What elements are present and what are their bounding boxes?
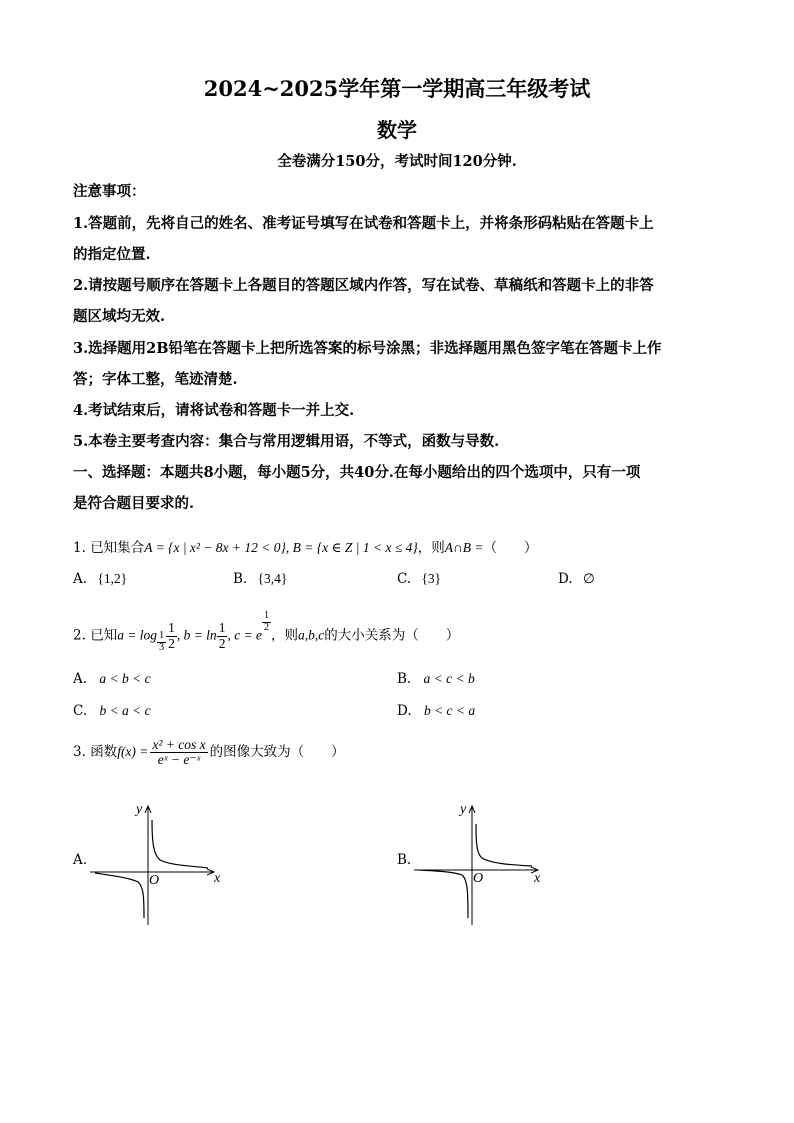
- question-3: [73, 738, 345, 767]
- q2-option-d-value: b < c < a: [423, 703, 476, 718]
- q1-set-b: , B = {x ∈ Z | 1 < x ≤ 4}: [285, 540, 418, 555]
- q3-graph-a-origin-label: O: [149, 873, 160, 888]
- question-2: [73, 611, 459, 653]
- section-heading-line1: 一、选择题：本题共8小题，每小题5分，共40分.在每小题给出的四个选项中，只有一项: [73, 464, 641, 481]
- q1-option-a[interactable]: [73, 571, 127, 587]
- q2-option-b-value: a < c < b: [423, 671, 475, 686]
- q3-graph-a[interactable]: [90, 800, 230, 930]
- q2-option-a-label: A.: [73, 671, 88, 687]
- q1-number: 1.: [73, 540, 86, 556]
- q2-option-c[interactable]: [73, 703, 151, 719]
- note-1a: 1.答题前，先将自己的姓名、准考证号填写在试卷和答题卡上，并将条形码粘贴在答题卡上: [73, 215, 654, 232]
- subject-title: 数学: [377, 118, 417, 142]
- q1-option-c-value: {3}: [421, 571, 442, 586]
- q3-denominator: eˣ − e⁻ˣ: [157, 752, 201, 768]
- q1-option-a-value: {1,2}: [97, 571, 128, 586]
- q3-graph-a-y-label: y: [136, 802, 143, 817]
- q1-ask: ，则: [417, 540, 445, 556]
- note-3b: 答；字体工整，笔迹清楚.: [73, 371, 238, 388]
- q1-paren: （ ）: [483, 540, 538, 556]
- q3-fx: f(x) =: [117, 744, 149, 760]
- q2-option-a[interactable]: [73, 671, 151, 687]
- note-1b: 的指定位置.: [73, 246, 151, 263]
- q2-option-c-label: C.: [73, 703, 88, 719]
- q3-numerator: x² + cos x: [152, 737, 206, 752]
- q2-option-b-label: B.: [397, 671, 412, 687]
- q3-graph-a-x-label: x: [214, 871, 221, 886]
- note-3a: 3.选择题用2B铅笔在答题卡上把所选答案的标号涂黑；非选择题用黑色签字笔在答题卡上作: [73, 340, 662, 357]
- q3-graph-a-right-branch: [152, 820, 208, 868]
- q1-option-b-label: B.: [233, 571, 248, 587]
- q1-option-b[interactable]: [233, 571, 287, 587]
- q2-option-c-value: b < a < c: [99, 703, 151, 718]
- q3-graph-b-origin-label: O: [473, 871, 484, 886]
- note-5: 5.本卷主要考查内容：集合与常用逻辑用语，不等式，函数与导数.: [73, 433, 500, 450]
- q3-option-b-label[interactable]: B.: [397, 852, 412, 868]
- q2-number: 2.: [73, 627, 86, 644]
- q3-graph-b-y-label: y: [460, 802, 467, 817]
- notes-heading: 注意事项：: [73, 183, 146, 200]
- q2-option-b[interactable]: [397, 671, 475, 687]
- q3-number: 3.: [73, 744, 86, 761]
- q1-ask-expr: A∩B =: [444, 540, 484, 555]
- note-4: 4.考试结束后，请将试卷和答题卡一并上交.: [73, 402, 355, 419]
- q3-suffix: 的图像大致为（ ）: [209, 744, 345, 761]
- q2-suffix: 的大小关系为（ ）: [324, 627, 460, 644]
- q3-graph-b-right-branch: [476, 824, 532, 866]
- q1-option-c[interactable]: [397, 571, 441, 587]
- q3-prefix: 函数: [90, 744, 118, 761]
- q2-b-lhs: , b = ln: [176, 627, 217, 643]
- q1-option-a-label: A.: [73, 571, 88, 587]
- q3-graph-a-left-branch: [95, 873, 144, 918]
- q2-log-base: $\frac{1}{3}$: [159, 630, 165, 653]
- q2-prefix: 已知: [90, 627, 118, 644]
- q1-option-c-label: C.: [397, 571, 412, 587]
- note-2a: 2.请按题号顺序在答题卡上各题目的答题区域内作答，写在试卷、草稿纸和答题卡上的非答: [73, 277, 654, 294]
- exam-title: 2024~2025学年第一学期高三年级考试: [203, 76, 591, 101]
- q1-prefix: 已知集合: [90, 540, 145, 556]
- q2-option-a-value: a < b < c: [99, 671, 151, 686]
- question-1: [73, 536, 538, 556]
- q1-option-d-value: ∅: [582, 571, 595, 586]
- q1-option-d[interactable]: [558, 571, 595, 587]
- q2-ask: ，则: [271, 627, 299, 644]
- q2-a-lhs: a = log: [117, 627, 158, 643]
- q2-c-exponent: $\frac{1}{2}$: [264, 610, 270, 633]
- q2-c-lhs: , c = e: [227, 627, 263, 643]
- q1-set-a: A = {x | x² − 8x + 12 < 0}: [144, 540, 286, 555]
- q3-graph-b-left-branch: [419, 870, 468, 918]
- q2-vars: a,b,c: [298, 627, 325, 643]
- q1-option-b-value: {3,4}: [257, 571, 288, 586]
- section-heading-line2: 是符合题目要求的.: [73, 495, 195, 512]
- q2-option-d[interactable]: [397, 703, 475, 719]
- q2-option-d-label: D.: [397, 703, 412, 719]
- q3-graph-b-x-label: x: [534, 871, 541, 886]
- q3-option-a-label[interactable]: A.: [73, 852, 88, 868]
- exam-info: 全卷满分150分，考试时间120分钟.: [277, 153, 517, 170]
- q3-fraction: [150, 738, 207, 767]
- q2-fraction-b: $\frac{1}{2}$: [218, 620, 226, 651]
- q1-option-d-label: D.: [558, 571, 573, 587]
- q2-fraction-a: $\frac{1}{2}$: [168, 620, 175, 651]
- q3-graph-b[interactable]: [414, 800, 554, 930]
- note-2b: 题区域均无效.: [73, 308, 166, 325]
